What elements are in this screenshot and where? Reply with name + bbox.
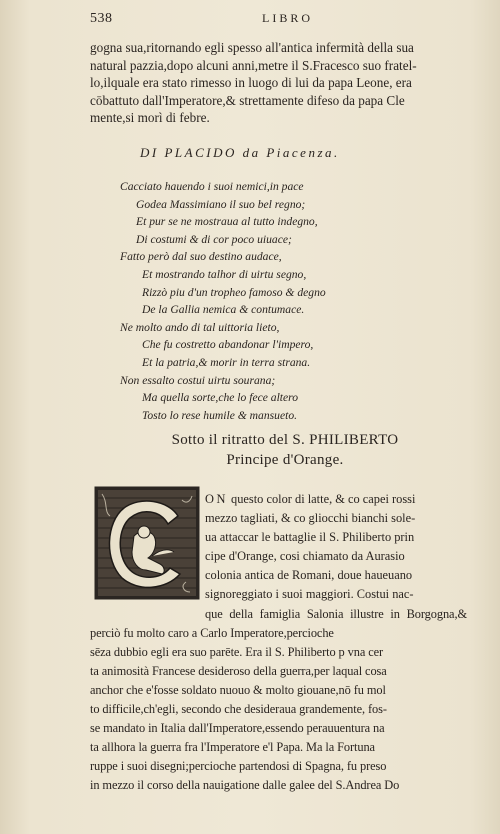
text-line: sēza dubbio egli era suo parēte. Era il S. Philiberto p vna cer	[90, 644, 384, 659]
poem-line: Ma quella sorte,che lo fece altero	[142, 391, 299, 405]
poem-line: Et pur se ne mostraua al tutto indegno,	[136, 215, 318, 229]
poem-line: Et mostrando talhor di uirtu segno,	[142, 267, 307, 281]
section-title: DI PLACIDO da Piacenza.	[140, 145, 340, 160]
running-head: LIBRO	[262, 11, 313, 25]
text-line: signoreggiato i suoi maggiori. Costui nac-	[205, 587, 414, 602]
text-line: ta allhora la guerra fra l'Imperatore e'l Papa. Ma la Fortuna	[90, 740, 375, 755]
text-line: anchor che e'fosse soldato nuouo & molto giouane,nō fu mol	[90, 682, 386, 697]
text-line	[90, 490, 467, 509]
intro-paragraph	[90, 39, 467, 127]
text-line: se mandato in Italia dall'Imperatore,essendo perauuentura na	[90, 721, 385, 736]
poem-line: Rizzò piu d'un tropheo famoso & degno	[142, 285, 326, 299]
poem-line: Godea Massimiano il suo bel regno;	[136, 197, 306, 211]
portrait-heading	[140, 430, 430, 470]
text-line: ruppe i suoi disegni;percioche partendosi di Spagna, fu preso	[90, 759, 387, 774]
drop-cap-continuation: ON	[205, 492, 228, 506]
text-line: to difficile,ch'egli, secondo che desideraua grandemente, fos-	[90, 702, 387, 717]
text-line: cipe d'Orange, cosi chiamato da Aurasio	[205, 549, 405, 564]
poem-line: Et la patria,& morir in terra strana.	[142, 355, 311, 369]
text-line: ta animosità Francese desideroso della guerra,per laqual cosa	[90, 663, 387, 678]
sonnet	[120, 178, 420, 424]
poem-line: Fatto però dal suo destino audace,	[120, 250, 282, 264]
poem-line: De la Gallia nemica & contumace.	[142, 303, 305, 317]
poem-line: Cacciato hauendo i suoi nemici,in pace	[120, 180, 304, 193]
page-header	[90, 11, 475, 31]
poem-line: Tosto lo rese humile & mansueto.	[142, 408, 298, 422]
text-line: in mezzo il corso della nauigatione dalle galee del S.Andrea Do	[90, 778, 400, 793]
text-line: mente,si morì di febre.	[90, 110, 210, 126]
text-line: lo,ilquale era stato rimesso in luogo di lui da papa Leone, era	[90, 75, 412, 91]
portrait-heading-line: Principe d'Orange.	[226, 452, 344, 468]
poem-line: Ne molto ando di tal uittoria lieto,	[120, 320, 280, 334]
poem-line: Che fu costretto abandonar l'impero,	[142, 338, 314, 352]
body-paragraph	[90, 490, 467, 796]
text-line: ua attaccar le battaglie il S. Philiberto prin	[205, 530, 415, 545]
text-line: natural pazzia,dopo alcuni anni,metre il S.Fracesco suo fratel-	[90, 57, 417, 73]
poem-line: Di costumi & di cor poco uiuace;	[136, 232, 292, 246]
page-number: 538	[90, 11, 113, 26]
text-line: cōbattuto dall'Imperatore,& strettamente difeso da papa Cle	[90, 92, 405, 108]
text-line: colonia antica de Romani, doue haueuano	[205, 568, 413, 583]
text-line: mezzo tagliati, & co gliocchi bianchi sole-	[205, 511, 416, 526]
poem-line: Non essalto costui uirtu sourana;	[120, 373, 276, 387]
text-line: gogna sua,ritornando egli spesso all'antica infermità della sua	[90, 40, 414, 55]
text-line: que della famiglia Salonia illustre in Borgogna,& perciò fu molto caro a Carlo Imperatore,percioche	[90, 606, 467, 640]
portrait-heading-line: Sotto il ritratto del S. PHILIBERTO	[171, 432, 399, 448]
text-line-rest: questo color di latte, & co capei rossi	[227, 492, 416, 506]
